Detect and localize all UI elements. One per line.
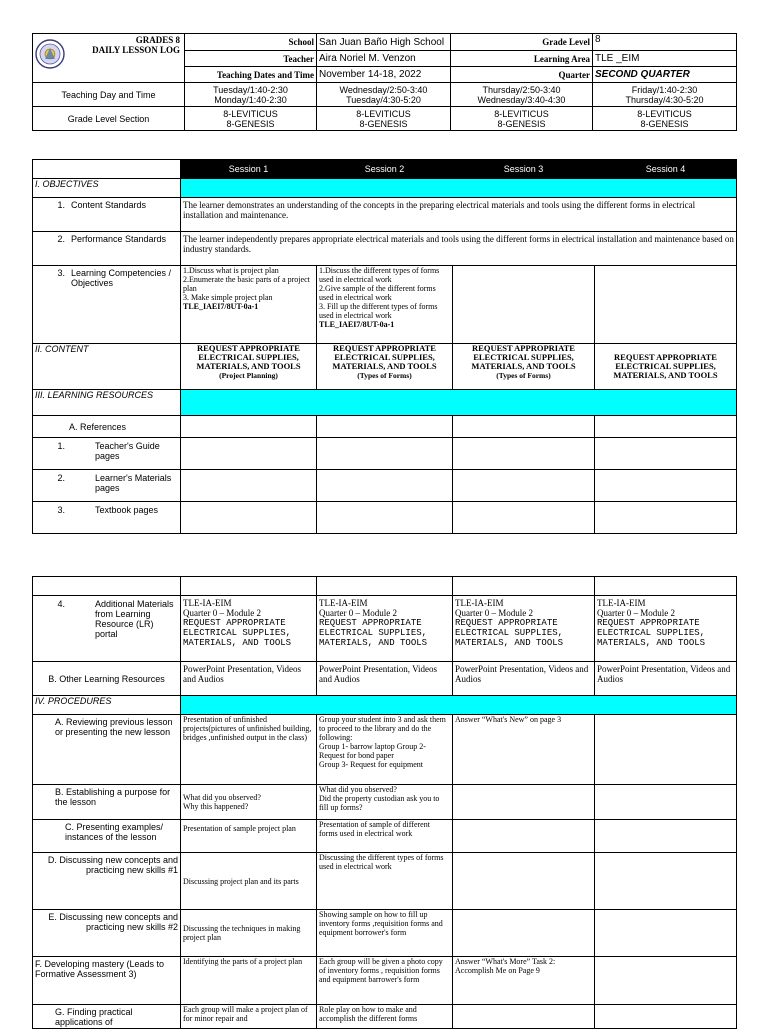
title-line2: DAILY LESSON LOG [92, 45, 180, 55]
proc-f-label: F. Developing mastery (Leads to Formative Assessment 3) [33, 957, 181, 1005]
proc-e-s4 [595, 910, 737, 957]
resources-heading: III. LEARNING RESOURCES [33, 390, 181, 416]
additional-num: 4. [57, 599, 65, 609]
references-s3 [453, 416, 595, 438]
quarter-value: SECOND QUARTER [593, 67, 737, 83]
additional-s1 [181, 596, 317, 662]
tg-s3 [453, 438, 595, 470]
objectives-band [181, 179, 737, 198]
quarter-label: Quarter [451, 67, 593, 83]
dates-value: November 14-18, 2022 [317, 67, 451, 83]
competencies-label: Learning Competencies / Objectives [71, 268, 172, 288]
tb-label: Textbook pages [95, 505, 159, 515]
additional-s1-line3: REQUEST APPROPRIATE ELECTRICAL SUPPLIES, MATERIALS, AND TOOLS [183, 618, 292, 648]
school-value: San Juan Baño High School [317, 34, 451, 51]
content-standards-num: 1. [57, 200, 65, 210]
session-2-header: Session 2 [317, 160, 453, 179]
content-standards-label-cell [33, 198, 181, 232]
references-s2 [317, 416, 453, 438]
lm-s3 [453, 470, 595, 502]
section-label: Grade Level Section [33, 107, 185, 131]
proc-f-s4 [595, 957, 737, 1005]
blank-s4 [595, 577, 737, 596]
additional-s2-line2: Quarter 0 – Module 2 [319, 608, 397, 618]
lm-num: 2. [57, 473, 65, 483]
additional-s2 [317, 596, 453, 662]
references-s1 [181, 416, 317, 438]
additional-label: Additional Materials from Learning Resource (LR) portal [95, 599, 174, 639]
tb-s2 [317, 502, 453, 534]
proc-d-s1: Discussing project plan and its parts [181, 853, 317, 910]
competencies-num: 3. [57, 268, 65, 278]
procedures-heading: IV. PROCEDURES [33, 696, 181, 715]
additional-s2-line1: TLE-IA-EIM [319, 598, 368, 608]
proc-b-s2: What did you observed? Did the property custodian ask you to fill up forms? [317, 785, 453, 820]
proc-a-s1: Presentation of unfinished projects(pictures of unfinished building, bridges ,unfinished output in the class) [181, 715, 317, 785]
grade-level-label: Grade Level [451, 34, 593, 51]
performance-num: 2. [57, 234, 65, 244]
content-standards-label: Content Standards [71, 200, 147, 210]
other-label: B. Other Learning Resources [33, 662, 181, 696]
lm-label: Learner's Materials pages [95, 473, 172, 493]
additional-label-cell [33, 596, 181, 662]
proc-c-s1: Presentation of sample project plan [181, 820, 317, 853]
competencies-s2-code: TLE_IAEI7/8UT-0a-1 [319, 320, 395, 329]
proc-b-s1: What did you observed? Why this happened? [181, 785, 317, 820]
day-time-s3: Thursday/2:50-3:40 Wednesday/3:40-4:30 [451, 83, 593, 107]
objectives-heading: I. OBJECTIVES [33, 179, 181, 198]
proc-g-label: G. Finding practical applications of [33, 1005, 181, 1029]
blank-s2 [317, 577, 453, 596]
proc-e-s2: Showing sample on how to fill up inventory forms ,requisition forms and equipment borrower's form [317, 910, 453, 957]
proc-f-s3: Answer “What's More” Task 2: Accomplish Me on Page 9 [453, 957, 595, 1005]
additional-s3-line1: TLE-IA-EIM [455, 598, 504, 608]
blank-s3 [453, 577, 595, 596]
resources-band [181, 390, 737, 416]
competencies-s3 [453, 266, 595, 344]
tb-s3 [453, 502, 595, 534]
content-standards-text: The learner demonstrates an understanding of the concepts in the preparing electrical materials and tools using the different forms in electrical installation and maintenance. [181, 198, 737, 232]
proc-c-s2: Presentation of sample of different forms used in electrical work [317, 820, 453, 853]
learning-area-value: TLE _EIM [593, 51, 737, 67]
dates-label: Teaching Dates and Time [185, 67, 317, 83]
competencies-s2-cell [317, 266, 453, 344]
proc-g-s2: Role play on how to make and accomplish the different forms [317, 1005, 453, 1029]
blank-s1 [181, 577, 317, 596]
title-cell [33, 34, 185, 83]
content-s3-title: REQUEST APPROPRIATE ELECTRICAL SUPPLIES, MATERIALS, AND TOOLS [471, 343, 576, 371]
content-s3-sub: (Types of Forms) [496, 371, 551, 380]
proc-e-label: E. Discussing new concepts and practicing new skills #2 [33, 910, 181, 957]
additional-s1-line1: TLE-IA-EIM [183, 598, 232, 608]
proc-a-label: A. Reviewing previous lesson or presenting the new lesson [33, 715, 181, 785]
other-s4: PowerPoint Presentation, Videos and Audios [595, 662, 737, 696]
additional-s3-line2: Quarter 0 – Module 2 [455, 608, 533, 618]
competencies-s1-code: TLE_IAEI7/8UT-0a-1 [183, 302, 259, 311]
proc-b-label: B. Establishing a purpose for the lesson [33, 785, 181, 820]
other-s2: PowerPoint Presentation, Videos and Audios [317, 662, 453, 696]
proc-d-s2: Discussing the different types of forms used in electrical work [317, 853, 453, 910]
content-s4-cell [595, 344, 737, 390]
proc-b-s3 [453, 785, 595, 820]
lm-label-cell [33, 470, 181, 502]
references-s4 [595, 416, 737, 438]
tg-s2 [317, 438, 453, 470]
proc-c-s3 [453, 820, 595, 853]
additional-s4 [595, 596, 737, 662]
proc-b-s4 [595, 785, 737, 820]
proc-a-s4 [595, 715, 737, 785]
tb-s4 [595, 502, 737, 534]
additional-s2-line3: REQUEST APPROPRIATE ELECTRICAL SUPPLIES, MATERIALS, AND TOOLS [319, 618, 428, 648]
lm-s2 [317, 470, 453, 502]
proc-c-label: C. Presenting examples/ instances of the lesson [33, 820, 181, 853]
performance-label: Performance Standards [71, 234, 167, 244]
lesson-table-1 [32, 159, 737, 534]
additional-s3 [453, 596, 595, 662]
references-label: A. References [33, 416, 181, 438]
content-s2-sub: (Types of Forms) [357, 371, 412, 380]
procedures-band [181, 696, 737, 715]
proc-c-s4 [595, 820, 737, 853]
lm-s1 [181, 470, 317, 502]
proc-g-s4 [595, 1005, 737, 1029]
day-time-label: Teaching Day and Time [33, 83, 185, 107]
additional-s3-line3: REQUEST APPROPRIATE ELECTRICAL SUPPLIES, MATERIALS, AND TOOLS [455, 618, 564, 648]
content-s1-sub: (Project Planning) [219, 371, 278, 380]
competencies-s1-cell [181, 266, 317, 344]
content-s4-title: REQUEST APPROPRIATE ELECTRICAL SUPPLIES, MATERIALS, AND TOOLS [613, 352, 718, 380]
tb-label-cell [33, 502, 181, 534]
school-label: School [185, 34, 317, 51]
other-s1: PowerPoint Presentation, Videos and Audios [181, 662, 317, 696]
proc-g-s3 [453, 1005, 595, 1029]
title-line1: GRADES 8 [135, 35, 180, 45]
blank-s0 [33, 577, 181, 596]
tb-num: 3. [57, 505, 65, 515]
tg-s1 [181, 438, 317, 470]
day-time-s1: Tuesday/1:40-2:30 Monday/1:40-2:30 [185, 83, 317, 107]
content-heading: II. CONTENT [33, 344, 181, 390]
performance-text: The learner independently prepares appropriate electrical materials and tools using the different forms in electrical installation and maintenance based on industry standards. [181, 232, 737, 266]
lesson-table-2 [32, 576, 737, 1029]
competencies-label-cell [33, 266, 181, 344]
grade-level-value: 8 [593, 34, 737, 51]
tg-label-cell [33, 438, 181, 470]
competencies-s4 [595, 266, 737, 344]
additional-s1-line2: Quarter 0 – Module 2 [183, 608, 261, 618]
additional-s4-line3: REQUEST APPROPRIATE ELECTRICAL SUPPLIES, MATERIALS, AND TOOLS [597, 618, 706, 648]
content-s2-cell [317, 344, 453, 390]
session-4-header: Session 4 [595, 160, 737, 179]
content-s1-cell [181, 344, 317, 390]
other-s3: PowerPoint Presentation, Videos and Audios [453, 662, 595, 696]
proc-g-s1: Each group will make a project plan of for minor repair and [181, 1005, 317, 1029]
day-time-s4: Friday/1:40-2:30 Thursday/4:30-5:20 [593, 83, 737, 107]
day-time-s2: Wednesday/2:50-3:40 Tuesday/4:30-5:20 [317, 83, 451, 107]
tg-s4 [595, 438, 737, 470]
content-s3-cell [453, 344, 595, 390]
proc-d-s3 [453, 853, 595, 910]
session-corner [33, 160, 181, 179]
proc-d-s4 [595, 853, 737, 910]
proc-f-s1: Identifying the parts of a project plan [181, 957, 317, 1005]
section-s2: 8-LEVITICUS 8-GENESIS [317, 107, 451, 131]
content-s2-title: REQUEST APPROPRIATE ELECTRICAL SUPPLIES, MATERIALS, AND TOOLS [332, 343, 437, 371]
proc-e-s3 [453, 910, 595, 957]
learning-area-label: Learning Area [451, 51, 593, 67]
proc-f-s2: Each group will be given a photo copy of inventory forms , requisition forms and equipment barrower's form [317, 957, 453, 1005]
session-1-header: Session 1 [181, 160, 317, 179]
section-s3: 8-LEVITICUS 8-GENESIS [451, 107, 593, 131]
content-s1-title: REQUEST APPROPRIATE ELECTRICAL SUPPLIES, MATERIALS, AND TOOLS [196, 343, 301, 371]
tg-label: Teacher's Guide pages [95, 441, 160, 461]
session-3-header: Session 3 [453, 160, 595, 179]
teacher-value: Aira Noriel M. Venzon [317, 51, 451, 67]
performance-label-cell [33, 232, 181, 266]
competencies-s2: 1.Discuss the different types of forms used in electrical work 2.Give sample of the different forms used in electrical work 3. Fill up the different types of forms used in electrical work [319, 266, 440, 320]
tg-num: 1. [57, 441, 65, 451]
competencies-s1: 1.Discuss what is project plan 2.Enumerate the basic parts of a project plan 3. Make simple project plan [183, 266, 310, 302]
deped-seal-icon [35, 39, 65, 69]
additional-s4-line2: Quarter 0 – Module 2 [597, 608, 675, 618]
header-table [32, 33, 737, 131]
proc-a-s3: Answer “What's New” on page 3 [453, 715, 595, 785]
section-s4: 8-LEVITICUS 8-GENESIS [593, 107, 737, 131]
proc-a-s2: Group your student into 3 and ask them to proceed to the library and do the following: Group 1- barrow laptop Group 2-Request for bond paper Group 3- Request for equipment [317, 715, 453, 785]
lm-s4 [595, 470, 737, 502]
proc-e-s1: Discussing the techniques in making project plan [181, 910, 317, 957]
additional-s4-line1: TLE-IA-EIM [597, 598, 646, 608]
section-s1: 8-LEVITICUS 8-GENESIS [185, 107, 317, 131]
proc-d-label: D. Discussing new concepts and practicing new skills #1 [33, 853, 181, 910]
tb-s1 [181, 502, 317, 534]
teacher-label: Teacher [185, 51, 317, 67]
